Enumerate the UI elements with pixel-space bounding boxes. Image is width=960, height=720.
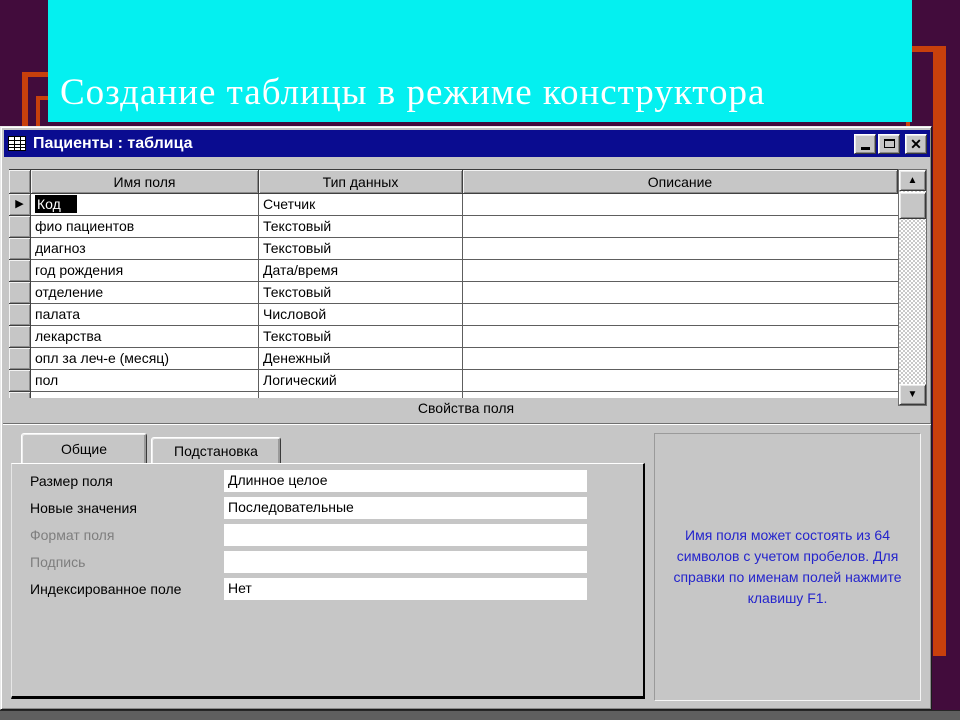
property-value-new-values[interactable]: Последовательные [224, 497, 587, 519]
field-properties-caption: Свойства поля [417, 400, 515, 416]
cell-description[interactable] [463, 326, 898, 348]
property-label-indexed: Индексированное поле [30, 580, 182, 597]
cell-description[interactable] [463, 238, 898, 260]
cell-field-name[interactable]: опл за леч-е (месяц) [31, 348, 259, 370]
property-row [12, 521, 643, 548]
field-grid [9, 169, 898, 398]
table-row[interactable] [9, 260, 898, 282]
cell-description[interactable] [463, 392, 898, 398]
table-row[interactable] [9, 326, 898, 348]
table-row[interactable] [9, 282, 898, 304]
grid-header-row [9, 170, 898, 194]
row-selector[interactable] [9, 304, 31, 326]
scroll-up-button[interactable] [899, 170, 926, 191]
cell-field-name[interactable] [31, 392, 259, 398]
cell-data-type[interactable]: Текстовый [259, 216, 463, 238]
cell-field-name[interactable]: год рождения [31, 260, 259, 282]
slide-title: Создание таблицы в режиме конструктора [60, 72, 766, 113]
property-label-format: Формат поля [30, 526, 115, 543]
general-properties-panel [11, 463, 645, 699]
table-designer-window [0, 126, 932, 710]
vertical-scrollbar[interactable] [898, 169, 927, 406]
cell-field-name[interactable]: пол [31, 370, 259, 392]
header-selector-stub [9, 170, 31, 194]
property-row [12, 467, 643, 494]
cell-description[interactable] [463, 304, 898, 326]
cell-field-name[interactable] [31, 194, 259, 216]
table-icon [8, 136, 26, 151]
property-value-field-size[interactable]: Длинное целое [224, 470, 587, 492]
tab-lookup[interactable]: Подстановка [151, 437, 281, 463]
cell-field-name[interactable]: диагноз [31, 238, 259, 260]
close-button[interactable] [905, 134, 927, 154]
property-row [12, 494, 643, 521]
bottom-band [0, 710, 960, 720]
cell-data-type[interactable]: Логический [259, 370, 463, 392]
maximize-button[interactable] [878, 134, 900, 154]
cell-data-type[interactable]: Дата/время [259, 260, 463, 282]
row-selector[interactable] [9, 392, 31, 398]
row-selector[interactable] [9, 238, 31, 260]
cell-description[interactable] [463, 194, 898, 216]
cell-data-type[interactable]: Текстовый [259, 238, 463, 260]
column-header-field-name: Имя поля [31, 170, 259, 194]
cell-field-name[interactable]: палата [31, 304, 259, 326]
cell-data-type[interactable]: Текстовый [259, 282, 463, 304]
frame-segment [22, 72, 28, 126]
cell-field-name[interactable]: фио пациентов [31, 216, 259, 238]
table-row[interactable] [9, 370, 898, 392]
cell-description[interactable] [463, 216, 898, 238]
table-row[interactable] [9, 238, 898, 260]
cell-data-type[interactable]: Счетчик [259, 194, 463, 216]
arrow-up-icon: ▲ [907, 175, 918, 186]
cell-field-name[interactable]: отделение [31, 282, 259, 304]
help-panel [654, 433, 921, 701]
column-header-description: Описание [463, 170, 898, 194]
table-row[interactable] [9, 304, 898, 326]
row-selector[interactable] [9, 370, 31, 392]
column-header-data-type: Тип данных [259, 170, 463, 194]
property-label-caption: Подпись [30, 553, 86, 570]
frame-segment [36, 96, 40, 126]
table-row[interactable] [9, 194, 898, 216]
row-selector[interactable] [9, 326, 31, 348]
row-selector[interactable] [9, 348, 31, 370]
window-title: Пациенты : таблица [33, 134, 193, 152]
close-icon: ✕ [910, 135, 922, 152]
table-row[interactable] [9, 216, 898, 238]
property-row [12, 548, 643, 575]
cell-field-name[interactable]: лекарства [31, 326, 259, 348]
table-row[interactable] [9, 348, 898, 370]
selected-field-name: Код [35, 195, 77, 213]
current-row-arrow-icon: ▶ [15, 198, 24, 210]
maximize-icon [884, 139, 895, 148]
cell-description[interactable] [463, 370, 898, 392]
property-value-caption[interactable] [224, 551, 587, 573]
help-text: Имя поля может состоять из 64 символов с учетом пробелов. Для справки по именам полей нажмите клавишу F1. [673, 527, 902, 606]
arrow-down-icon: ▼ [907, 389, 918, 400]
property-value-format[interactable] [224, 524, 587, 546]
cell-description[interactable] [463, 260, 898, 282]
row-selector[interactable] [9, 260, 31, 282]
slide-title-banner [48, 0, 912, 122]
row-selector[interactable] [9, 282, 31, 304]
table-row-empty[interactable] [9, 392, 898, 398]
minimize-icon [861, 147, 870, 150]
cell-data-type[interactable]: Числовой [259, 304, 463, 326]
cell-data-type[interactable]: Денежный [259, 348, 463, 370]
frame-segment [933, 46, 946, 656]
cell-data-type[interactable] [259, 392, 463, 398]
scrollbar-thumb[interactable] [899, 192, 926, 219]
tab-general[interactable]: Общие [21, 433, 147, 463]
row-selector-current[interactable] [9, 194, 31, 216]
property-value-indexed[interactable]: Нет [224, 578, 587, 600]
row-selector[interactable] [9, 216, 31, 238]
property-row [12, 575, 643, 602]
minimize-button[interactable] [854, 134, 876, 154]
property-label-field-size: Размер поля [30, 472, 113, 489]
cell-data-type[interactable]: Текстовый [259, 326, 463, 348]
window-controls [852, 134, 927, 154]
cell-description[interactable] [463, 282, 898, 304]
window-titlebar[interactable] [4, 130, 930, 157]
property-label-new-values: Новые значения [30, 499, 137, 516]
cell-description[interactable] [463, 348, 898, 370]
section-divider [3, 423, 931, 425]
